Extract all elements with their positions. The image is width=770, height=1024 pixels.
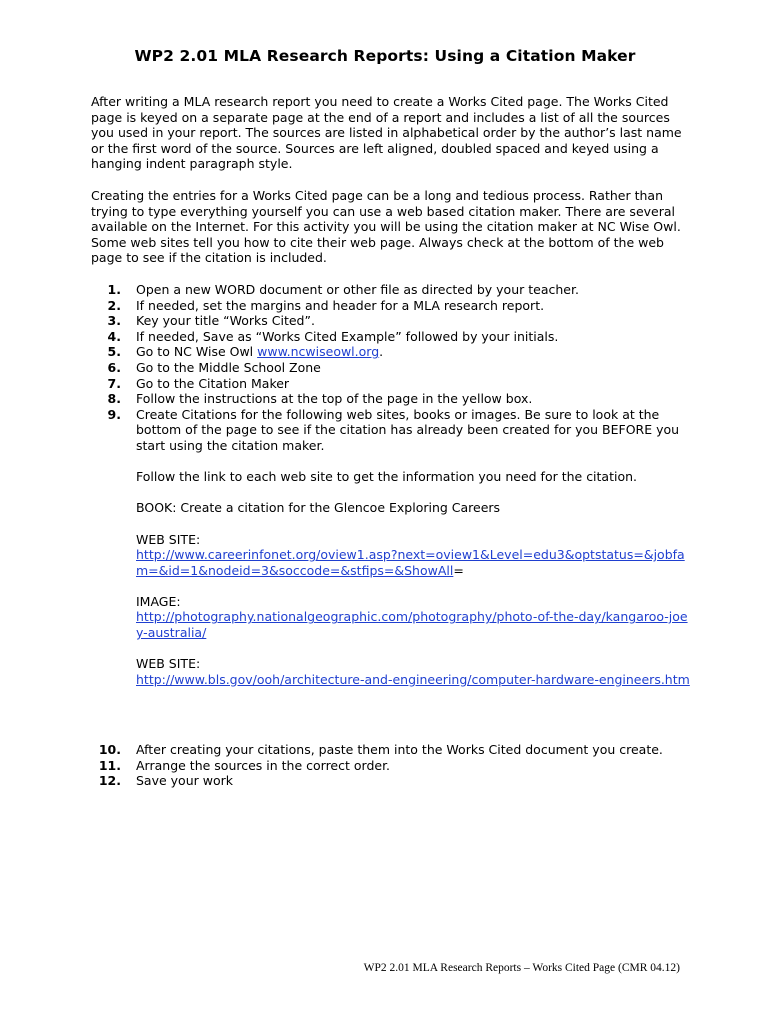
step-text: Arrange the sources in the correct order. [136,757,391,773]
step-number: 6. [107,359,121,375]
step-number: 11. [98,757,121,773]
list-item [91,282,691,298]
step-text: After creating your citations, paste them into the Works Cited document you create. [136,742,663,757]
step-number: 3. [107,313,121,329]
step-text: Go to the Middle School Zone [136,359,321,375]
step-text: If needed, Save as “Works Cited Example” followed by your initials. [136,328,559,344]
step-number: 1. [107,282,121,297]
list-item [91,742,691,758]
step-number: 8. [107,391,121,407]
list-item [91,391,691,407]
source-label: WEB SITE: [136,656,201,672]
step-number: 10. [98,742,121,757]
step-text-after: . [379,344,384,360]
step-number: 4. [107,328,121,344]
ncwiseowl-link[interactable]: www.ncwiseowl.org [257,344,380,360]
step-number: 7. [107,375,121,391]
follow-instruction: Follow the link to each web site to get the information you need for the citation. [136,469,638,485]
list-item [91,344,691,360]
source-label: WEB SITE: [136,531,201,547]
list-item [91,313,691,329]
list-item [91,773,691,789]
step-text: If needed, set the margins and header for a MLA research report. [136,297,545,313]
bls-link[interactable]: http://www.bls.gov/ooh/architecture-and-engineering/computer-hardware-engineers.htm [136,671,690,687]
intro-paragraph-1: After writing a MLA research report you need to create a Works Cited page. The Works Cited page is keyed on a separate page at the end of a report and includes a list of all the sources you used in your report. The sources are listed in alphabetical order by the author’s last name or the first word of the source. Sources are left aligned, doubled spaced and keyed using a hanging indent paragraph style. [91,94,682,172]
step-number: 2. [107,297,121,313]
step-text: Go to the Citation Maker [136,375,290,391]
step-text: Save your work [136,773,233,789]
list-item [91,360,691,376]
list-item [91,407,691,688]
steps-list [91,282,691,687]
step-text: Key your title “Works Cited”. [136,313,315,329]
natgeo-image-link[interactable]: http://photography.nationalgeographic.com/photography/photo-of-the-day/kangaroo-joey-australia/ [136,609,688,641]
list-item [91,376,691,392]
step-number: 9. [107,406,121,422]
link-suffix: = [453,562,464,578]
page-title: WP2 2.01 MLA Research Reports: Using a Citation Maker [134,47,636,65]
final-steps-list [91,742,691,789]
source-label: IMAGE: [136,593,181,609]
step-text: Go to NC Wise Owl [136,344,258,360]
list-item [91,298,691,314]
careerinfonet-link[interactable]: http://www.careerinfonet.org/oview1.asp?next=oview1&Level=edu3&optstatus=&jobfam=&id=1&nodeid=3&soccode=&stfips=&ShowAll [136,547,685,578]
list-item [91,329,691,345]
page-footer: WP2 2.01 MLA Research Reports – Works Cited Page (CMR 04.12) [363,962,680,974]
step-text: Create Citations for the following web sites, books or images. Be sure to look at the bottom of the page to see if the citation has already been created for you BEFORE you start using the citation maker. [136,406,680,453]
list-item [91,758,691,774]
step-number: 12. [98,773,121,789]
intro-paragraph-2: Creating the entries for a Works Cited page can be a long and tedious process. Rather than trying to type everything yourself you can use a web based citation maker. There are several available on the Internet. For this activity you will be using the citation maker at NC Wise Owl. Some web sites tell you how to cite their web page. Always check at the bottom of the web page to see if the citation is included. [91,188,681,266]
step-number: 5. [107,344,121,360]
book-instruction: BOOK: Create a citation for the Glencoe Exploring Careers [136,500,501,516]
step-text: Open a new WORD document or other file as directed by your teacher. [136,282,579,297]
step-text: Follow the instructions at the top of the page in the yellow box. [136,391,533,407]
